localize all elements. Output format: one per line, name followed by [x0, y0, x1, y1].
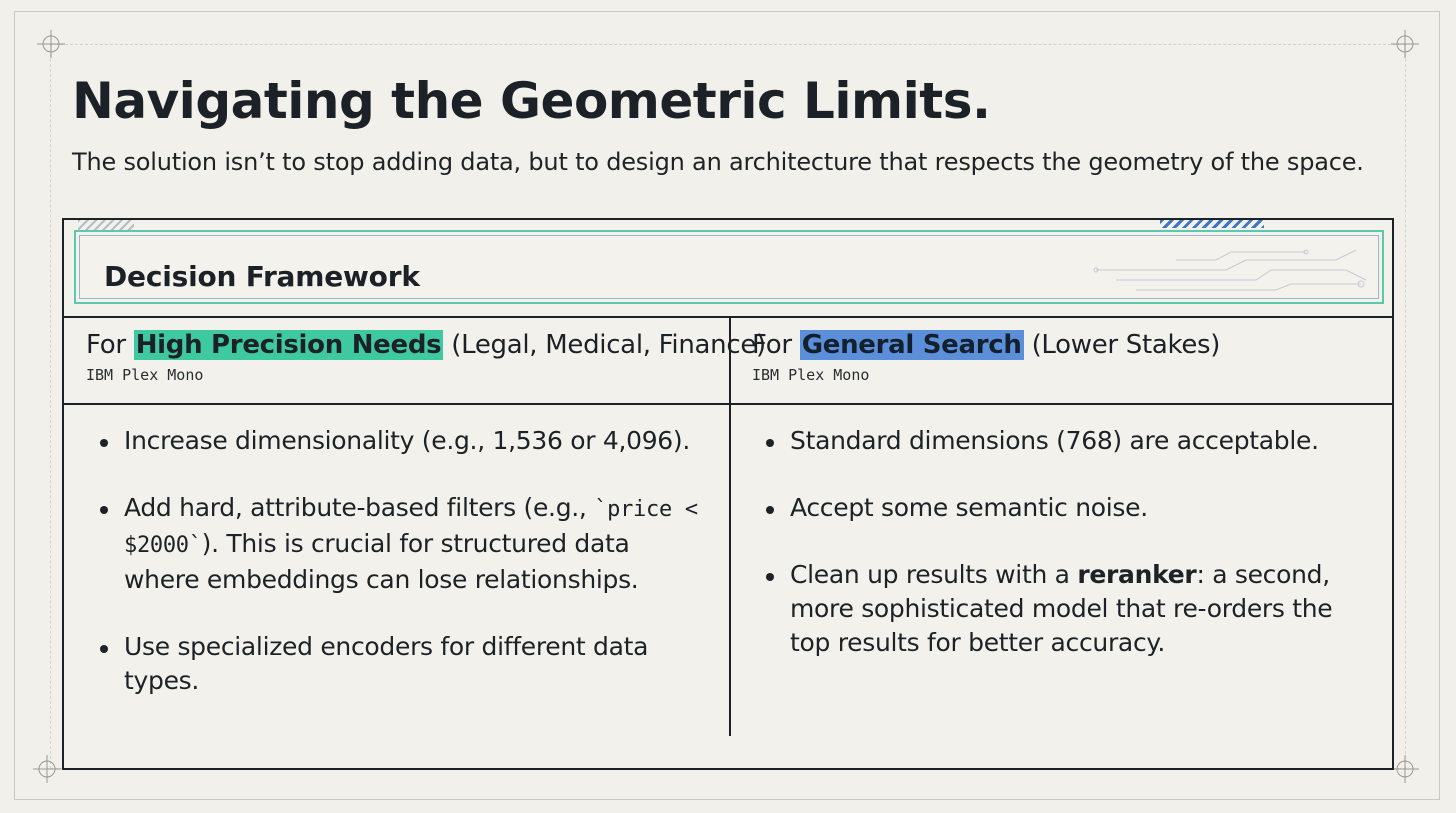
bullet-text: Use specialized encoders for different data types.: [124, 632, 649, 695]
column-header-general-search: [752, 330, 1220, 384]
bold-term: reranker: [1077, 560, 1197, 589]
highlight-label: High Precision Needs: [135, 330, 442, 360]
crosshair-icon: [33, 755, 61, 783]
font-note: IBM Plex Mono: [752, 366, 870, 384]
code-snippet: `price < $2000`: [124, 497, 698, 558]
heading-prefix: For: [86, 330, 134, 360]
bullet-text: : a second, more sophisticated model that re-orders the top results for better accuracy.: [790, 560, 1333, 657]
heading-suffix: (Legal, Medical, Finance): [443, 330, 766, 360]
list-item: [754, 491, 1364, 525]
crosshair-icon: [1391, 30, 1419, 58]
column-heading: [86, 330, 766, 360]
high-precision-bullet-list: [88, 424, 708, 731]
crosshair-icon: [37, 30, 65, 58]
bullet-text: Standard dimensions (768) are acceptable.: [790, 426, 1319, 455]
general-search-bullet-list: [754, 424, 1364, 693]
list-item: [88, 630, 708, 698]
bullet-text: ). This is crucial for structured data where embeddings can lose relationships.: [124, 529, 639, 594]
circuit-decoration-icon: [1076, 240, 1376, 298]
page-subtitle: The solution isn’t to stop adding data, but to design an architecture that respects the geometry of the space.: [72, 148, 1364, 176]
page-title: Navigating the Geometric Limits.: [72, 72, 991, 130]
bullet-text: Accept some semantic noise.: [790, 493, 1148, 522]
table-divider: [64, 403, 1392, 405]
list-item: [754, 424, 1364, 458]
framework-banner: [74, 230, 1384, 304]
framework-heading: Decision Framework: [104, 260, 420, 293]
hatch-decoration: [78, 220, 134, 230]
table-divider: [64, 316, 1392, 318]
bullet-text: Add hard, attribute-based filters (e.g.,: [124, 493, 595, 522]
list-item: [754, 558, 1364, 660]
heading-prefix: For: [752, 330, 800, 360]
list-item: [88, 491, 708, 597]
bullet-text: Increase dimensionality (e.g., 1,536 or 4,096).: [124, 426, 691, 455]
highlight-label: General Search: [801, 330, 1022, 360]
hatch-decoration: [1160, 220, 1264, 228]
crosshair-icon: [1391, 755, 1419, 783]
decision-framework-table: [62, 218, 1394, 770]
list-item: [88, 424, 708, 458]
bullet-text: Clean up results with a: [790, 560, 1078, 589]
column-heading: [752, 330, 1220, 360]
column-header-high-precision: [86, 330, 766, 384]
heading-suffix: (Lower Stakes): [1023, 330, 1221, 360]
font-note: IBM Plex Mono: [86, 366, 204, 384]
